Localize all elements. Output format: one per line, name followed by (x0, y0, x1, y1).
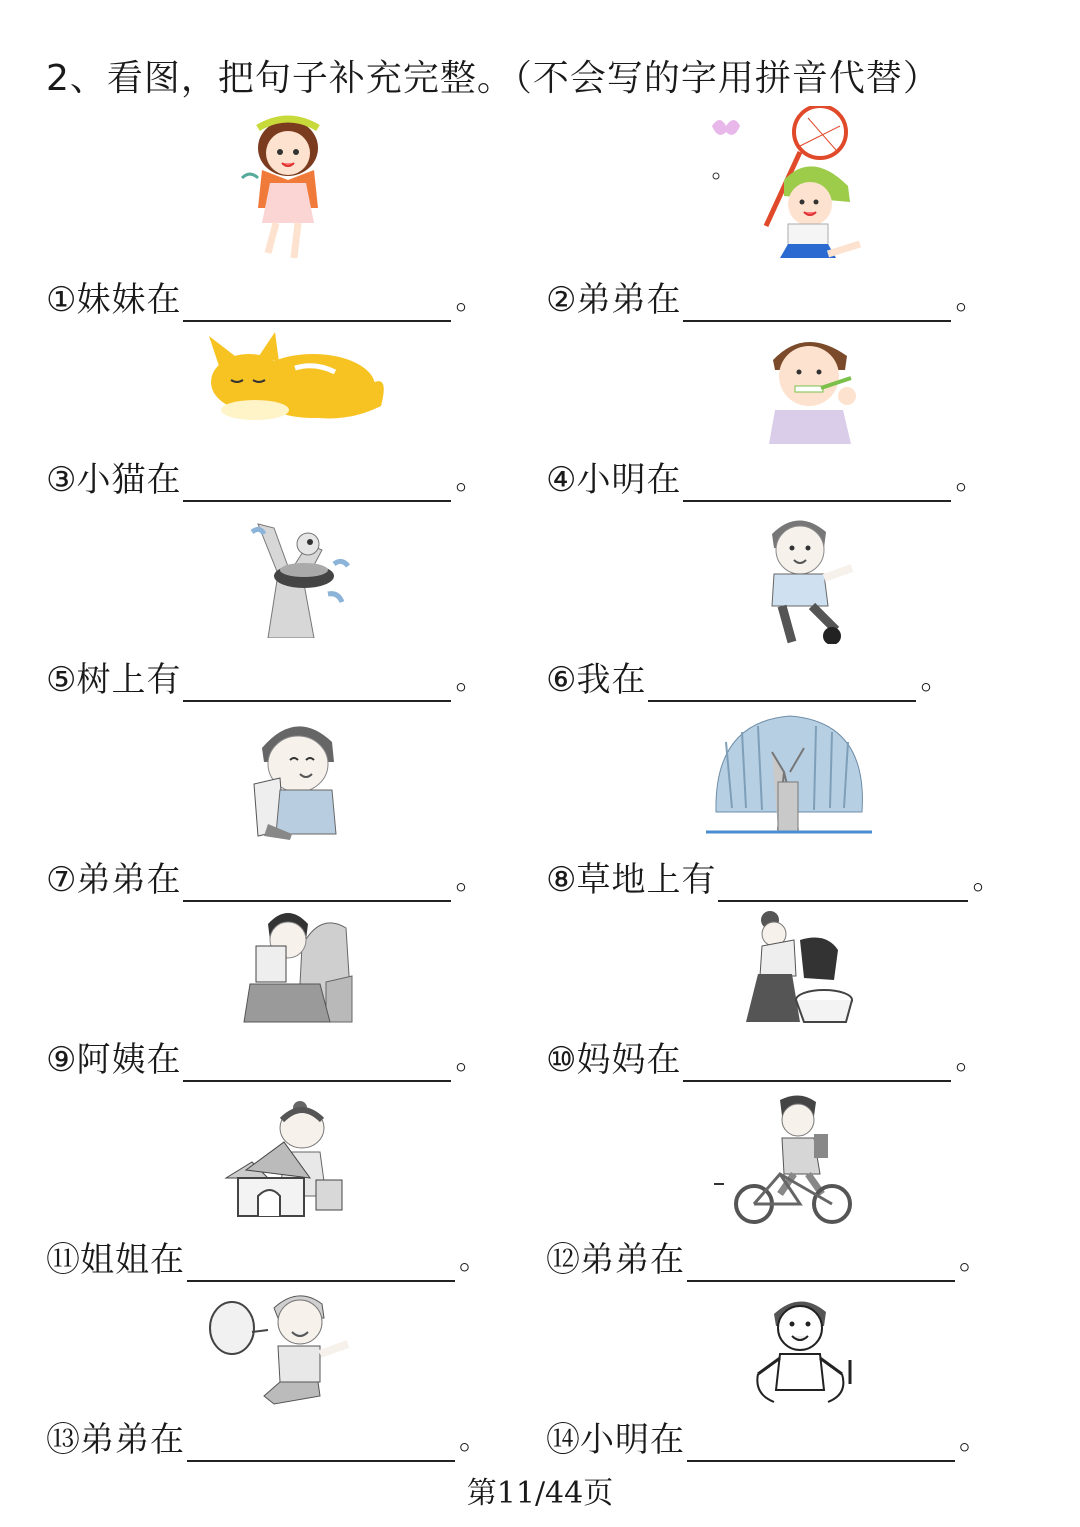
full-stop: 。 (955, 462, 986, 497)
question-8 (546, 854, 1002, 906)
sentence-stem: 小明在 (576, 460, 682, 500)
question-number: ⑨ (46, 1040, 77, 1080)
answer-blank[interactable] (687, 1242, 955, 1282)
full-stop: 。 (455, 662, 486, 697)
question-2 (546, 274, 985, 326)
full-stop: 。 (455, 862, 486, 897)
page-title: 2、看图，把句子补充完整。（不会写的字用拼音代替） (46, 58, 940, 99)
full-stop: 。 (955, 282, 986, 317)
question-5 (46, 654, 485, 706)
question-number: ⑥ (546, 660, 577, 700)
full-stop: 。 (455, 1042, 486, 1077)
sentence-stem: 小明在 (580, 1420, 685, 1460)
sentence-stem: 小猫在 (76, 460, 182, 500)
full-stop: 。 (455, 462, 486, 497)
question-14 (546, 1414, 989, 1466)
sentence-stem: 我在 (576, 660, 647, 700)
full-stop: 。 (955, 1042, 986, 1077)
question-number: ⑤ (46, 660, 77, 700)
boy-kicking-ball-icon (752, 512, 860, 644)
question-number: ⑧ (546, 860, 577, 900)
sentence-stem: 阿姨在 (76, 1040, 182, 1080)
question-number: ⑩ (546, 1040, 577, 1080)
sentence-stem: 妹妹在 (76, 280, 182, 320)
full-stop: 。 (972, 862, 1003, 897)
sentence-stem: 草地上有 (576, 860, 717, 900)
answer-blank[interactable] (183, 282, 451, 322)
willow-tree-icon (706, 712, 872, 840)
question-7 (46, 854, 485, 906)
question-12 (546, 1234, 989, 1286)
boy-reading-icon (240, 712, 358, 840)
page-number: 第11/44页 (466, 1476, 614, 1511)
question-1 (46, 274, 485, 326)
full-stop: 。 (959, 1242, 989, 1277)
answer-blank[interactable] (183, 862, 451, 902)
sentence-stem: 弟弟在 (76, 860, 182, 900)
answer-blank[interactable] (183, 1042, 451, 1082)
boy-with-balloon-icon (208, 1288, 368, 1406)
sentence-stem: 弟弟在 (580, 1240, 685, 1280)
boy-riding-bike-icon (710, 1094, 866, 1224)
question-number: ⑪ (46, 1240, 80, 1280)
sentence-stem: 弟弟在 (576, 280, 682, 320)
bird-nest-tree-icon (238, 514, 358, 638)
answer-blank[interactable] (183, 662, 451, 702)
boy-brushing-teeth-icon (755, 326, 865, 444)
answer-blank[interactable] (683, 1042, 951, 1082)
question-6 (546, 654, 950, 706)
answer-blank[interactable] (683, 462, 951, 502)
answer-blank[interactable] (187, 1242, 455, 1282)
answer-blank[interactable] (718, 862, 968, 902)
question-number: ⑫ (546, 1240, 580, 1280)
boy-catching-butterfly-icon (700, 106, 875, 266)
full-stop: 。 (959, 1422, 989, 1457)
answer-blank[interactable] (683, 282, 951, 322)
question-4 (546, 454, 985, 506)
sentence-stem: 树上有 (76, 660, 182, 700)
mother-washing-clothes-icon (742, 910, 854, 1024)
question-number: ④ (546, 460, 577, 500)
answer-blank[interactable] (187, 1422, 455, 1462)
question-9 (46, 1034, 485, 1086)
question-number: ③ (46, 460, 77, 500)
question-13 (46, 1414, 489, 1466)
woman-reading-armchair-icon (240, 906, 356, 1024)
answer-blank[interactable] (183, 462, 451, 502)
answer-blank[interactable] (687, 1422, 955, 1462)
girl-building-blocks-icon (222, 1096, 356, 1220)
question-11 (46, 1234, 489, 1286)
full-stop: 。 (920, 662, 951, 697)
sentence-stem: 妈妈在 (576, 1040, 682, 1080)
question-number: ⑬ (46, 1420, 80, 1460)
full-stop: 。 (459, 1242, 489, 1277)
sleeping-cat-icon (195, 328, 393, 424)
full-stop: 。 (459, 1422, 489, 1457)
question-3 (46, 454, 485, 506)
full-stop: 。 (455, 282, 486, 317)
question-10 (546, 1034, 985, 1086)
question-number: ① (46, 280, 77, 320)
question-number: ② (546, 280, 577, 320)
question-number: ⑭ (546, 1420, 580, 1460)
question-number: ⑦ (46, 860, 77, 900)
answer-blank[interactable] (648, 662, 916, 702)
girl-dancing-icon (232, 108, 344, 268)
boy-jumping-rope-icon (744, 1294, 856, 1404)
sentence-stem: 姐姐在 (80, 1240, 185, 1280)
sentence-stem: 弟弟在 (80, 1420, 185, 1460)
